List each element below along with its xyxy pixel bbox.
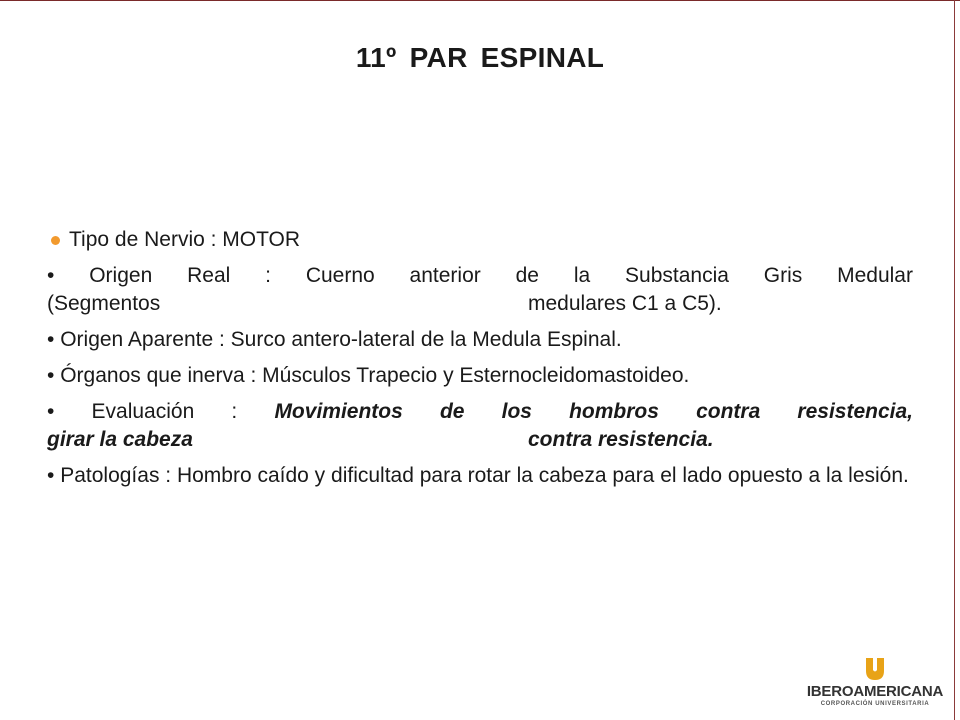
bullet-text-right: medulares C1 a C5). (528, 292, 722, 315)
bullet-marker: • (47, 364, 55, 387)
bullet-list (47, 226, 913, 498)
bullet-line (47, 398, 913, 426)
bullet-marker: • (47, 400, 55, 423)
bullet-organos (47, 362, 913, 390)
logo-name: IBEROAMERICANA (806, 683, 944, 700)
bullet-marker: • (47, 464, 55, 487)
bullet-text: Órganos que inerva : Músculos Trapecio y Esternocleidomastoideo. (60, 364, 690, 387)
logo-subtitle: CORPORACIÓN UNIVERSITARIA (820, 701, 930, 707)
iberoamericana-logo (800, 650, 950, 712)
bullet-line (47, 262, 913, 290)
logo-emblem-icon (864, 656, 886, 682)
slide-frame-right (954, 0, 955, 720)
bullet-marker: • (47, 264, 55, 287)
bullet-emphasis-left: girar la cabeza (47, 428, 193, 451)
bullet-continuation (47, 426, 913, 454)
bullet-tipo-nervio (51, 226, 913, 254)
bullet-patologias (47, 462, 913, 490)
bullet-origen-aparente (47, 326, 913, 354)
bullet-emphasis: Movimientos de los hombros contra resistencia, (274, 400, 914, 423)
bullet-origen-real (47, 262, 913, 318)
bullet-text-left: (Segmentos (47, 292, 161, 315)
bullet-label: Evaluación : (91, 400, 238, 423)
orange-bullet-icon (51, 236, 60, 245)
bullet-text: Origen Real : Cuerno anterior de la Substancia Gris Medular (89, 264, 913, 287)
bullet-evaluacion (47, 398, 913, 454)
slide-title: 11º PAR ESPINAL (355, 42, 605, 73)
bullet-emphasis-right: contra resistencia. (528, 428, 714, 451)
bullet-text: Tipo de Nervio : MOTOR (69, 228, 301, 251)
bullet-text: Origen Aparente : Surco antero-lateral de la Medula Espinal. (60, 328, 622, 351)
bullet-continuation (47, 290, 913, 318)
bullet-text: Patologías : Hombro caído y dificultad para rotar la cabeza para el lado opuesto a la lesión. (60, 464, 909, 487)
bullet-marker: • (47, 328, 55, 351)
slide-frame-top (0, 0, 960, 1)
